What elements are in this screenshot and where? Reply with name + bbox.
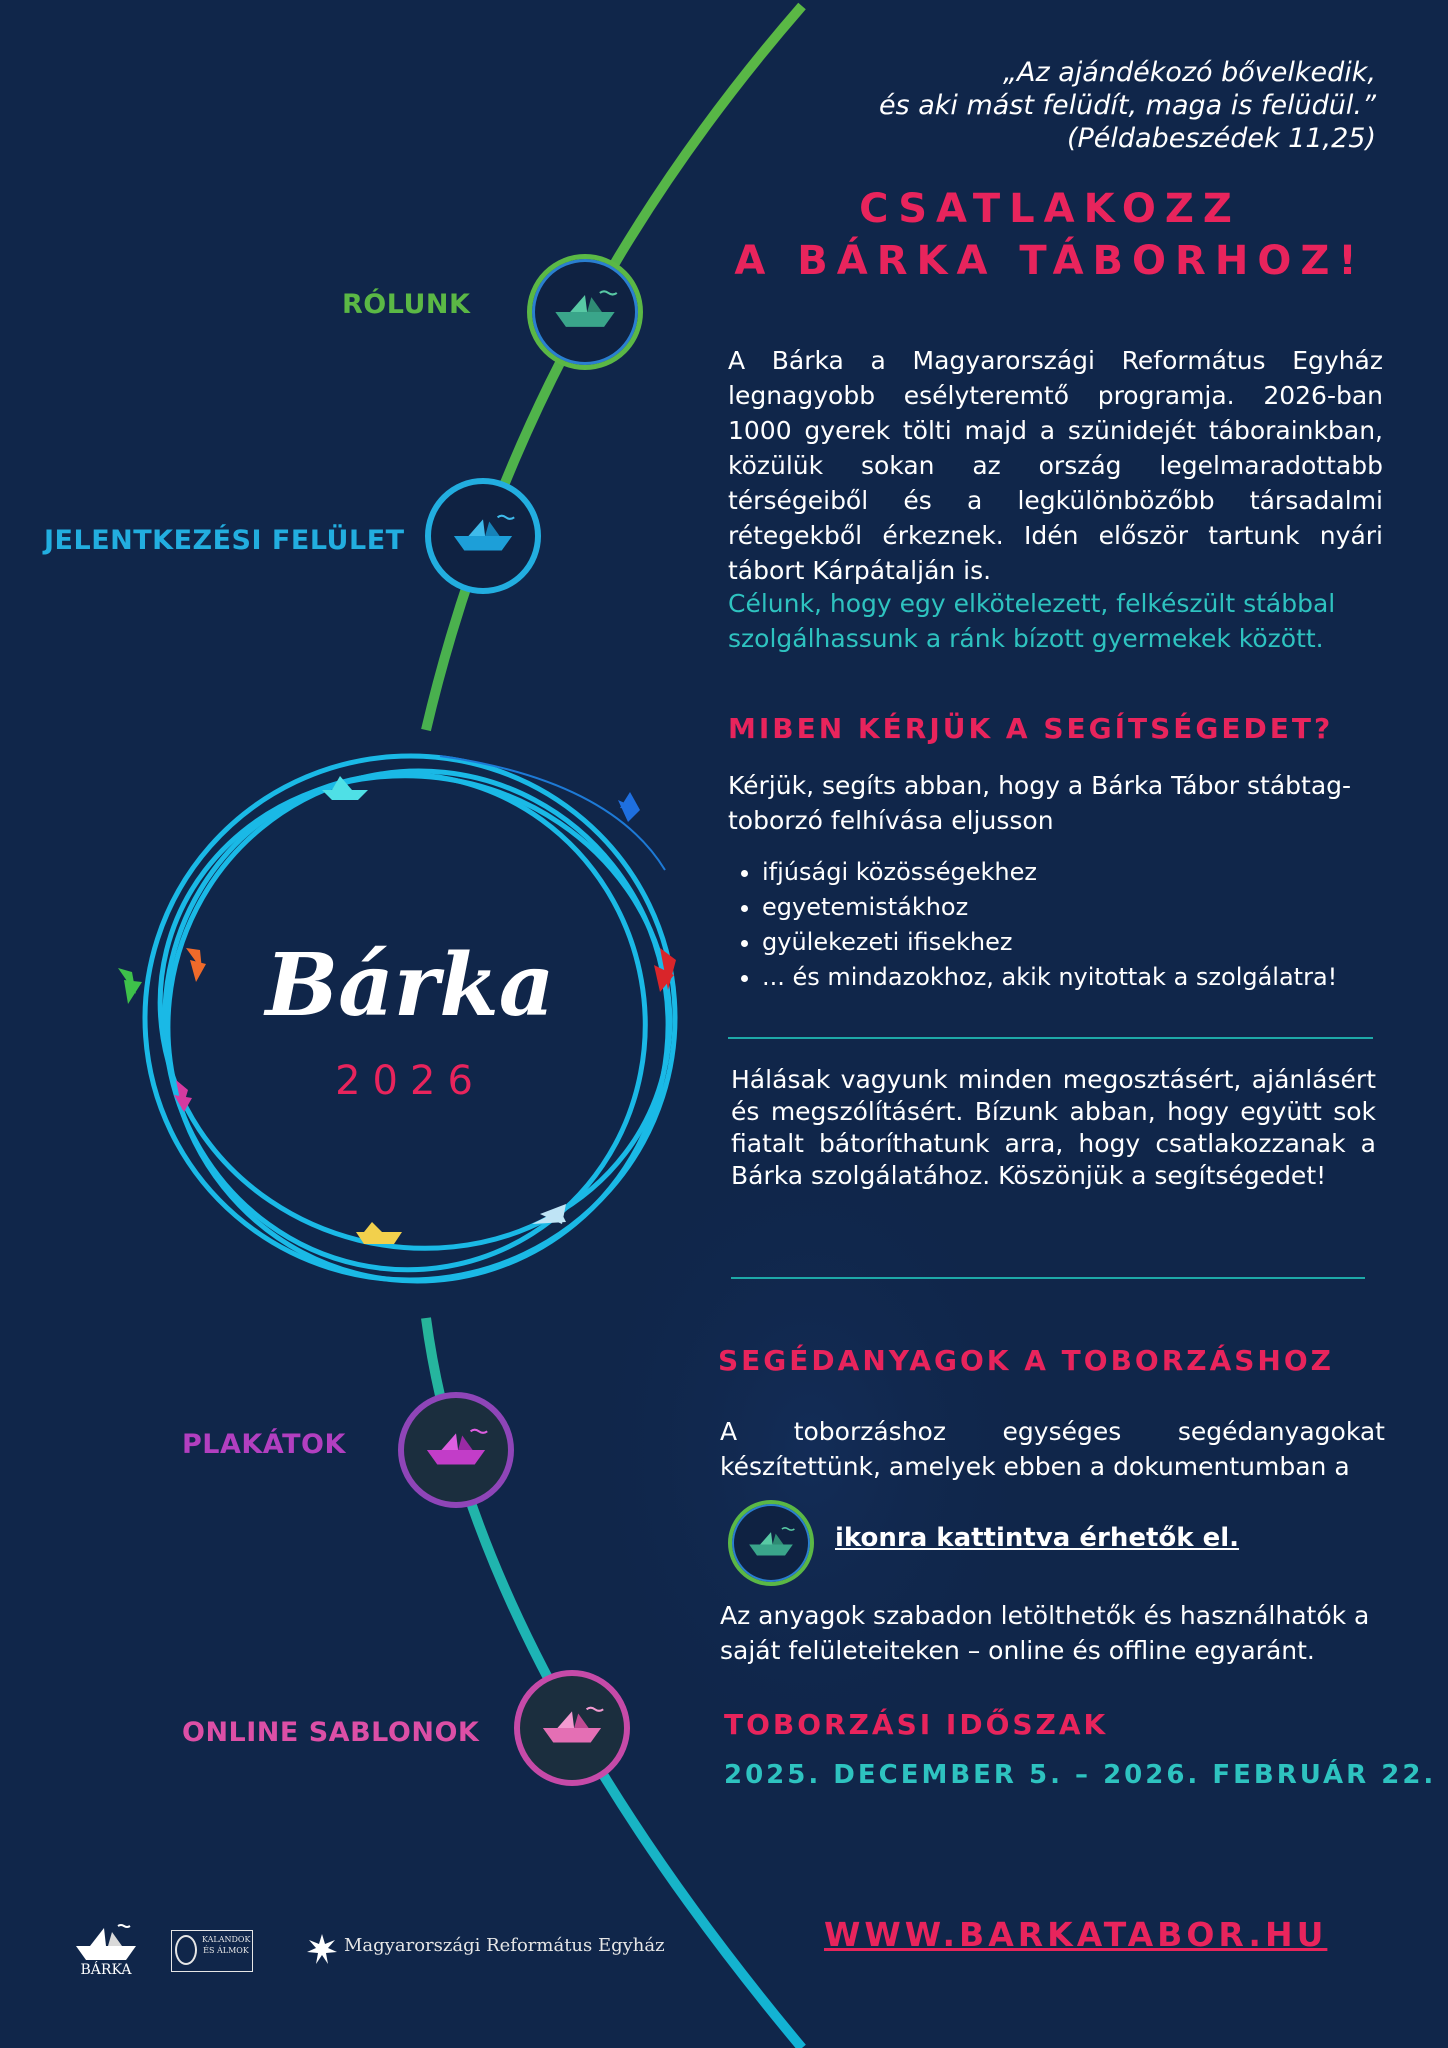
kalandok-es-almok-logo [171, 1930, 253, 1972]
quote-source: (Példabeszédek 11,25) [1066, 123, 1376, 154]
paper-boat-icon [431, 484, 535, 588]
help-heading: MIBEN KÉRJÜK A SEGÍTSÉGEDET? [728, 712, 1334, 745]
paper-boat-icon [404, 1398, 508, 1502]
website-link[interactable]: WWW.BARKATABOR.HU [824, 1915, 1328, 1954]
list-item: • gyülekezeti ifisekhez [762, 925, 1337, 960]
barka-logo-year: 2026 [335, 1058, 485, 1104]
thanks-text: Hálásak vagyunk minden megosztásért, ajánlásért és megszólításért. Bízunk abban, hogy együtt sok fiatalt bátoríthatunk arra, hogy csatlakozzanak a Bárka szolgálatához. Köszönjük a segítségedet! [731, 1065, 1376, 1190]
quote-line-1: „Az ajándékozó bővelkedik, [1003, 57, 1376, 88]
nav-link-online-sablonok[interactable]: ONLINE SABLONOK [182, 1717, 480, 1748]
jelentkezesi-boat-button[interactable] [425, 478, 541, 594]
intro-text: A Bárka a Magyarországi Református Egyház legnagyobb esélyteremtő programja. 2026-ban 1000 gyerek tölti majd a szünidejét táborainkban, közülük sokan az ország legelmaradottabb térségeiből és a legkülönbözőbb társadalmi rétegekből érkeznek. Idén először tartunk nyári tábort Kárpátalján is. [728, 346, 1383, 585]
kalandok-logo-text: KALANDOK ÉS ÁLMOK [202, 1935, 251, 1955]
reformatus-star-icon [306, 1933, 338, 1965]
headline-line-1: CSATLAKOZZ [859, 186, 1241, 232]
materials-text: A toborzáshoz egységes segédanyagokat készítettünk, amelyek ebben a dokumentumban a [720, 1417, 1385, 1481]
intro-goal: Célunk, hogy egy elkötelezett, felkészült stábbal szolgálhassunk a ránk bízott gyermekek között. [728, 589, 1336, 653]
barka-logo-title: Bárka [265, 935, 555, 1036]
help-text: Kérjük, segíts abban, hogy a Bárka Tábor stábtag-toborzó felhívása eljusson [728, 771, 1352, 835]
list-item: • ifjúsági közösségekhez [762, 855, 1337, 890]
quote-line-2: és aki mást felüdít, maga is felüdül.” [878, 90, 1376, 121]
kalandok-emblem-icon [175, 1935, 197, 1965]
nav-link-jelentkezesi-felulet[interactable]: JELENTKEZÉSI FELÜLET [44, 525, 405, 556]
period-heading: TOBORZÁSI IDŐSZAK [724, 1708, 1109, 1741]
materials-text-2: Az anyagok szabadon letölthetők és használhatók a saját felületeiteken – online és offline egyaránt. [720, 1601, 1370, 1665]
period-dates: 2025. DECEMBER 5. – 2026. FEBRUÁR 22. [724, 1760, 1437, 1790]
rolunk-boat-button[interactable] [527, 254, 643, 370]
list-item: • egyetemistákhoz [762, 890, 1337, 925]
reformatus-egyhaz-logo-text: Magyarországi Református Egyház [344, 1935, 665, 1956]
help-list [730, 855, 1337, 995]
plakatok-boat-button[interactable] [398, 1392, 514, 1508]
divider [728, 1037, 1373, 1039]
materials-boat-icon-link[interactable] [728, 1500, 814, 1586]
headline-line-2: A BÁRKA TÁBORHOZ! [734, 238, 1366, 284]
online-sablonok-boat-button[interactable] [514, 1670, 630, 1786]
nav-link-plakatok[interactable]: PLAKÁTOK [182, 1429, 346, 1460]
materials-heading: SEGÉDANYAGOK A TOBORZÁSHOZ [718, 1344, 1334, 1377]
divider [731, 1277, 1365, 1279]
paper-boat-icon [532, 259, 638, 365]
list-item: • ... és mindazokhoz, akik nyitottak a szolgálatra! [762, 960, 1337, 995]
barka-footer-logo [72, 1920, 140, 1984]
materials-link[interactable]: ikonra kattintva érhetők el. [835, 1523, 1240, 1553]
bible-quote [879, 56, 1376, 155]
nav-link-rolunk[interactable]: RÓLUNK [342, 289, 471, 320]
barka-footer-logo-text: BÁRKA [80, 1962, 132, 1978]
paper-boat-icon [520, 1676, 624, 1780]
paper-boat-icon [732, 1504, 810, 1582]
